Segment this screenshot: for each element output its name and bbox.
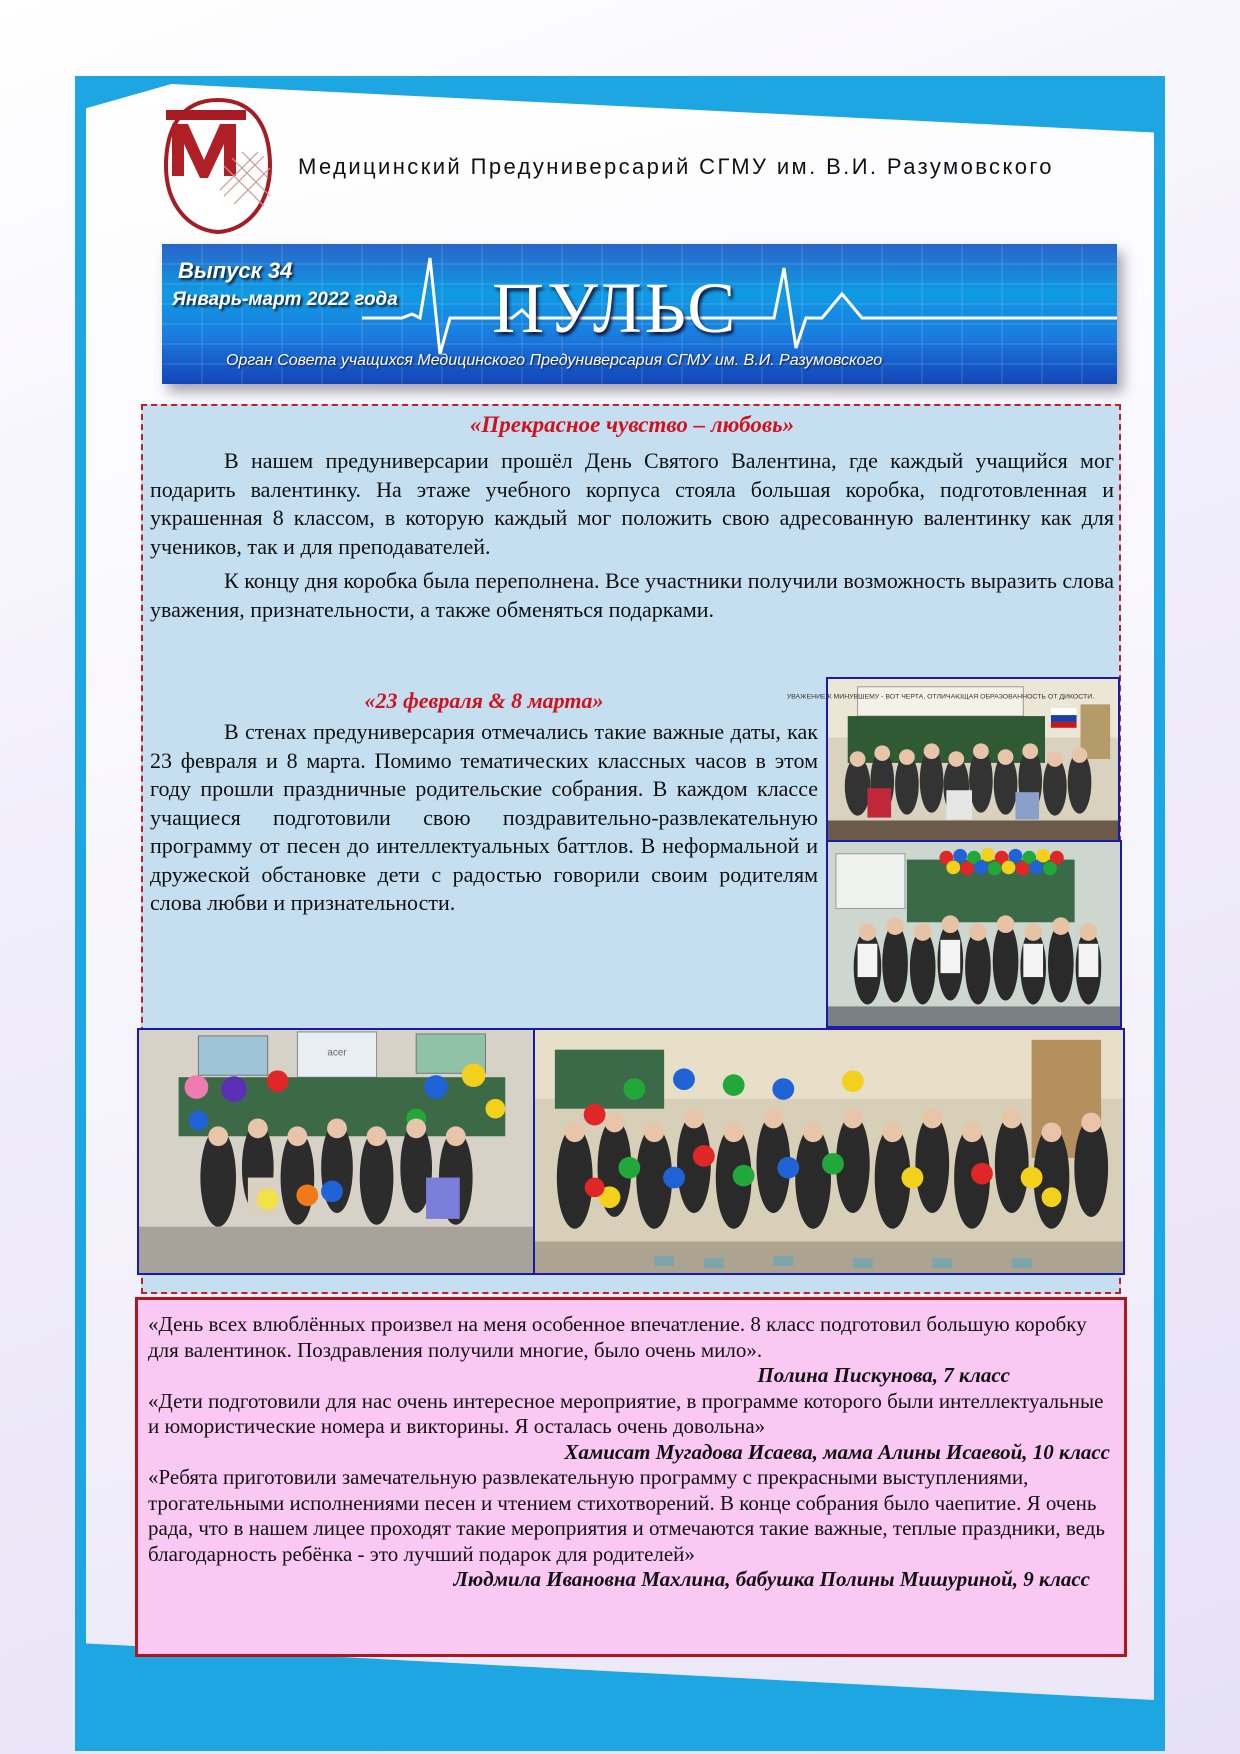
testimonial-author: Хамисат Мугадова Исаева, мама Алины Исаевой, 10 класс (564, 1439, 1110, 1464)
projector-brand-text: acer (327, 1047, 347, 1059)
testimonial-text: «Дети подготовили для нас очень интересное мероприятие, в программе которого были интеллектуальные и юмористические номера и викторины. Я осталась очень довольна» (148, 1388, 1104, 1438)
photo-parents-meeting-1 (137, 1028, 535, 1275)
newsletter-banner (162, 244, 1117, 384)
heartbeat-line (362, 258, 1117, 354)
article-paragraph: В нашем предуниверсарии прошёл День Святого Валентина, где каждый учащийся мог подарить валентинку. На этаже учебного корпуса стояла большая коробка, подготовленная и украшенная 8 классом, в которую каждый мог положить свою адресованную валентинку как для учеников, так и для преподавателей. (150, 448, 1114, 559)
article-text-valentine (150, 447, 1114, 624)
testimonial-text: «День всех влюблённых произвел на меня особенное впечатление. 8 класс подготовил большую коробку для валентинок. Поздравления получили многие, было очень мило». (148, 1312, 1087, 1362)
institution-name: Медицинский Предуниверсарий СГМУ им. В.И. Разумовского (298, 154, 1054, 179)
testimonial-text: «Ребята приготовили замечательную развлекательную программу с прекрасными выступлениями, трогательными исполнениями песен и чтением стихотворений. В конце собрания было чаепитие. Я очень рада, что в нашем лицее проходят такие мероприятия и отмечаются такие важные, теплые праздники, ведь благодарность ребёнка - это лучший подарок для родителей» (148, 1465, 1105, 1566)
article-heading-holidays: «23 февраля & 8 марта» (364, 688, 604, 713)
photo-parents-meeting-2 (533, 1028, 1125, 1275)
issue-number: Выпуск 34 (178, 258, 293, 283)
photo-classroom-group-2 (826, 840, 1122, 1028)
article-heading-valentine: «Прекрасное чувство – любовь» (469, 412, 795, 437)
photo-classroom-group-1 (786, 677, 1120, 842)
testimonial-author: Людмила Ивановна Махлина, бабушка Полины Мишуриной, 9 класс (453, 1567, 1090, 1591)
newsletter-title: ПУЛЬС (492, 268, 739, 348)
article-paragraph: В стенах предуниверсария отмечались такие важные даты, как 23 февраля и 8 марта. Помимо тематических классных часов в этом году прошли праздничные родительские собрания. В каждом классе учащиеся подготовили свою поздравительно-развлекательную программу от песен до интеллектуальных баттлов. В неформальной и дружеской обстановке дети с радостью говорили своим родителям слова любви и признательности. (150, 719, 818, 915)
article-paragraph: К концу дня коробка была переполнена. Все участники получили возможность выразить слова уважения, признательности, а также обменяться подарками. (150, 568, 1114, 622)
testimonial-author: Полина Пискунова, 7 класс (757, 1363, 1010, 1387)
newsletter-subtitle: Орган Совета учащихся Медицинского Предуниверсария СГМУ им. В.И. Разумовского (226, 352, 883, 369)
article-text-holidays (150, 718, 818, 918)
photo-slogan-text: УВАЖЕНИЕ К МИНУВШЕМУ - ВОТ ЧЕРТА, ОТЛИЧАЮЩАЯ ОБРАЗОВАННОСТЬ ОТ ДИКОСТИ. (786, 693, 1095, 701)
university-logo (162, 96, 274, 236)
issue-period: Январь-март 2022 года (172, 289, 398, 310)
testimonials-box (135, 1297, 1127, 1657)
